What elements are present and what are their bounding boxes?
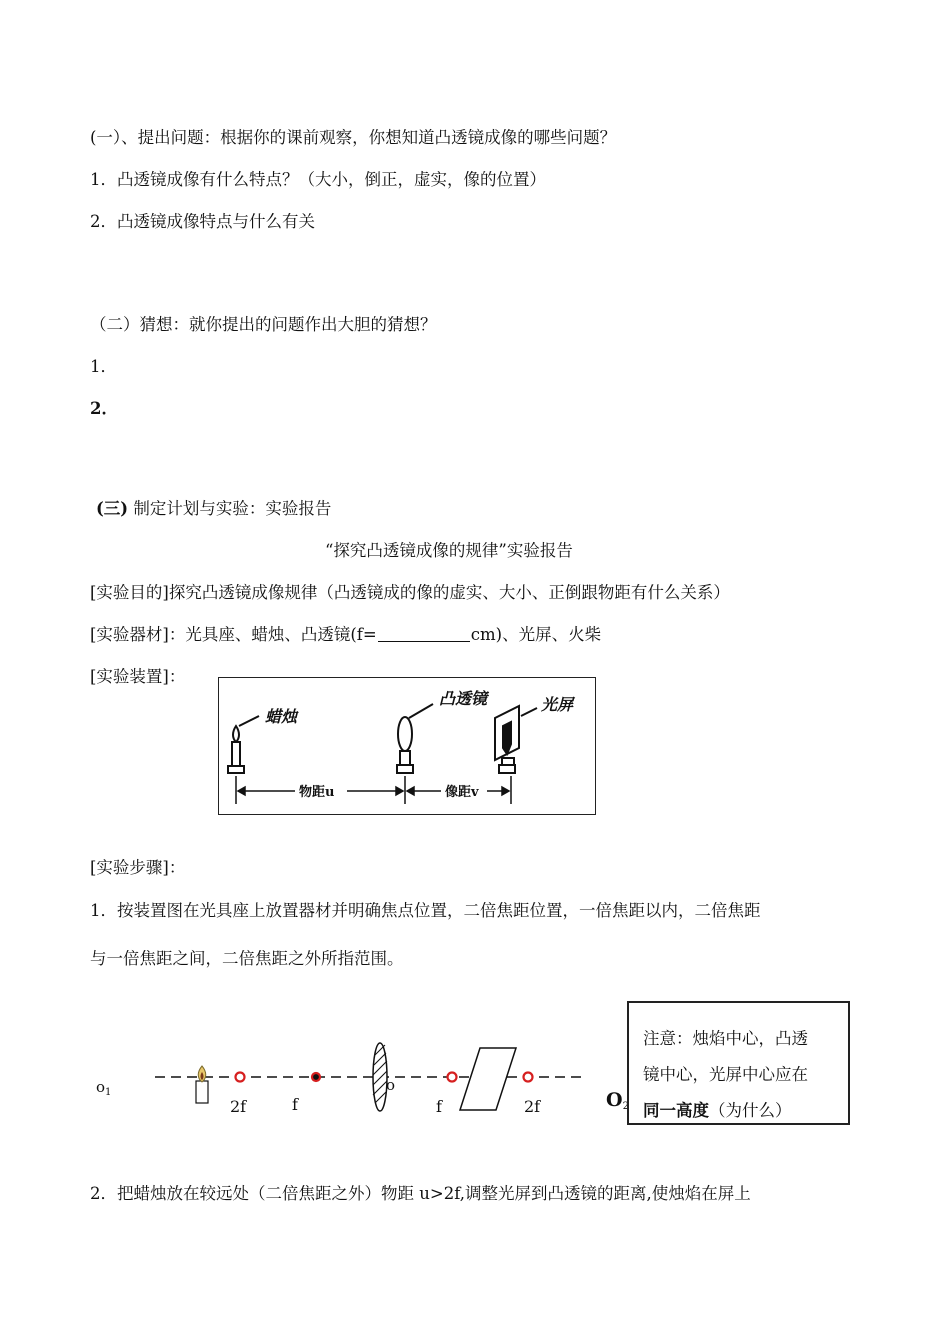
o1-label: $o_1$ [96, 1078, 112, 1098]
guess-item-1: 1． [90, 357, 117, 376]
left-2f-label: 2f [230, 1097, 247, 1116]
note-box [627, 1001, 850, 1125]
note-emphasis: 同一高度 [643, 1101, 709, 1120]
equipment-text-a: [实验器材]：光具座、蜡烛、凸透镜(f= [90, 625, 377, 644]
left-f-point [312, 1073, 320, 1081]
section1-heading: (一）、提出问题：根据你的课前观察，你想知道凸透镜成像的哪些问题？ [90, 128, 617, 147]
right-2f-point [524, 1073, 533, 1082]
right-f-point [448, 1073, 457, 1082]
steps-label: [实验步骤]： [90, 858, 186, 877]
left-f-label: f [292, 1095, 298, 1114]
section3-number: (三) [96, 499, 129, 518]
section2-heading: （二）猜想：就你提出的问题作出大胆的猜想？ [90, 315, 437, 334]
apparatus-figure [218, 677, 596, 815]
light-screen-icon [460, 1048, 516, 1110]
step-1-line-a: 1．按装置图在光具座上放置器材并明确焦点位置，二倍焦距位置，一倍焦距以内，二倍焦距 [90, 901, 761, 920]
question-1: 1．凸透镜成像有什么特点？（大小，倒正，虚实，像的位置） [90, 170, 546, 189]
image-distance-label: 像距v [445, 785, 479, 800]
left-2f-point [236, 1073, 245, 1082]
focal-length-blank[interactable] [378, 625, 470, 642]
section3-title: 制定计划与实验：实验报告 [128, 499, 332, 518]
setup-label: [实验装置]： [90, 667, 186, 686]
screen-label: 光屏 [541, 695, 574, 714]
candle-label: 蜡烛 [265, 707, 298, 726]
note-line-3-rest: （为什么） [709, 1101, 792, 1120]
step-1-line-b: 与一倍焦距之间，二倍焦距之外所指范围。 [90, 949, 404, 968]
report-title: “探究凸透镜成像的规律”实验报告 [325, 541, 573, 560]
note-line-2: 镜中心，光屏中心应在 [643, 1065, 808, 1084]
lens-center-label: o [386, 1076, 396, 1094]
lens-label: 凸透镜 [439, 689, 488, 708]
note-line-1: 注意：烛焰中心，凸透 [643, 1029, 808, 1048]
o2-label: O2 [606, 1089, 629, 1112]
experiment-equipment [90, 624, 601, 646]
step-2-text: 2．把蜡烛放在较远处（二倍焦距之外）物距 u>2f,调整光屏到凸透镜的距离,使烛焰在屏上 [90, 1184, 751, 1203]
convex-lens-icon [373, 1043, 387, 1111]
section3-heading [96, 498, 331, 520]
candle-icon [196, 1066, 208, 1103]
guess-item-2: 2． [90, 399, 118, 418]
equipment-text-b: cm)、光屏、火柴 [470, 625, 602, 644]
candle-icon [228, 716, 259, 773]
object-distance-label: 物距u [299, 785, 335, 800]
light-screen-icon [495, 706, 537, 773]
optical-axis-drawing [90, 1030, 630, 1140]
convex-lens-icon [397, 704, 433, 773]
question-2: 2．凸透镜成像特点与什么有关 [90, 212, 315, 231]
apparatus-drawing [219, 678, 595, 814]
note-line-3 [643, 1097, 792, 1121]
optical-axis-diagram [90, 1030, 630, 1140]
right-f-label: f [436, 1097, 442, 1116]
experiment-purpose: [实验目的]探究凸透镜成像规律（凸透镜成的像的虚实、大小、正倒跟物距有什么关系） [90, 583, 730, 602]
right-2f-label: 2f [524, 1097, 541, 1116]
